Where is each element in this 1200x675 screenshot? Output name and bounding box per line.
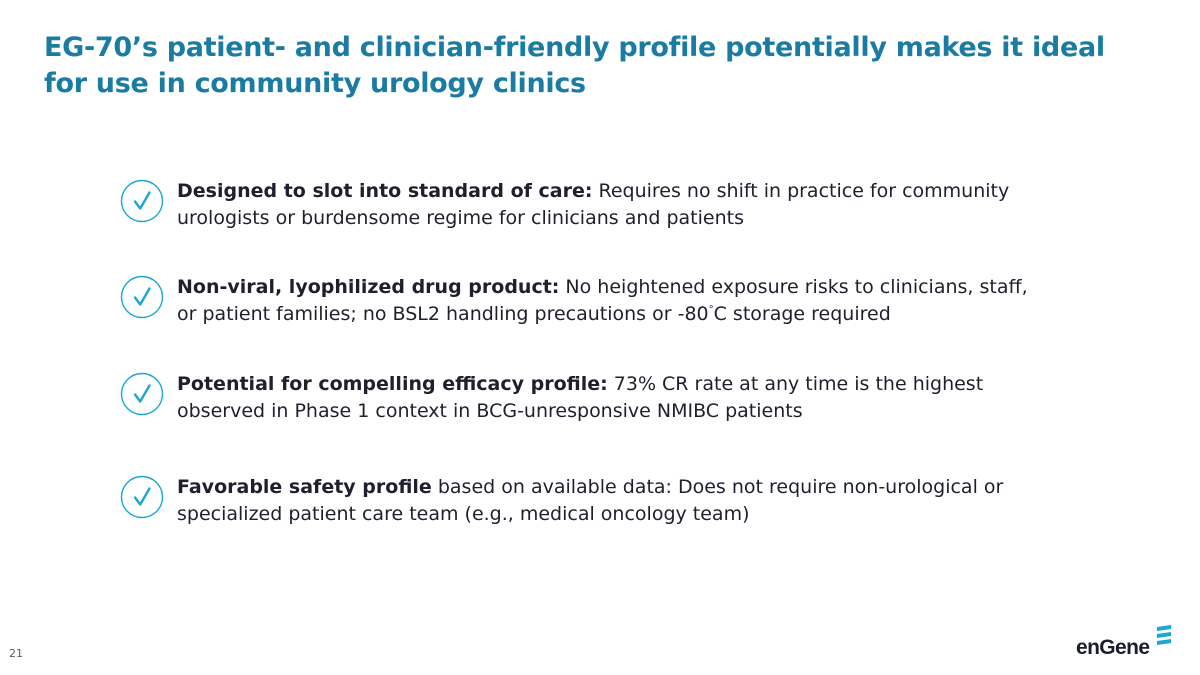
benefit-item-heading: Favorable safety profile <box>177 476 432 498</box>
benefit-item-text <box>177 178 1047 232</box>
checkmark-circle-icon <box>120 179 164 223</box>
benefit-item-safety-profile <box>120 474 1040 544</box>
checkmark-circle-icon <box>120 372 164 416</box>
page-number: 21 <box>9 647 23 660</box>
page-title: EG-70’s patient- and clinician-friendly profile potentially makes it ideal for use in community urology clinics <box>44 32 1105 99</box>
degree-symbol: ° <box>708 304 714 316</box>
benefit-item-description: Requires no shift in practice for community urologists or burdensome regime for clinicians and patients <box>177 180 1010 229</box>
benefit-item-text <box>177 474 1047 528</box>
benefit-item-heading: Designed to slot into standard of care: <box>177 180 593 202</box>
benefit-item-text <box>177 371 1047 425</box>
logo-wordmark: enGene <box>1076 636 1150 659</box>
benefit-item-description: No heightened exposure risks to clinicians, staff, or patient families; no BSL2 handling precautions or -80 <box>177 276 1028 325</box>
benefit-item-heading: Potential for compelling efficacy profile: <box>177 373 608 395</box>
benefit-item-description: based on available data: Does not require non-urological or specialized patient care team (e.g., medical oncology team) <box>177 476 1004 525</box>
engene-logo-mark-icon <box>1155 624 1173 654</box>
benefit-item-non-viral-drug-product <box>120 274 1040 344</box>
benefit-list <box>120 0 1120 675</box>
checkmark-circle-icon <box>120 275 164 319</box>
benefit-item-efficacy-profile <box>120 371 1040 441</box>
benefit-item-description: 73% CR rate at any time is the highest observed in Phase 1 context in BCG-unresponsive NMIBC patients <box>177 373 984 422</box>
benefit-item-heading: Non-viral, lyophilized drug product: <box>177 276 560 298</box>
benefit-item-standard-of-care <box>120 178 1040 248</box>
benefit-item-text <box>177 274 1047 328</box>
benefit-item-description-end: C storage required <box>713 303 891 325</box>
engene-logo <box>1076 624 1176 664</box>
checkmark-circle-icon <box>120 475 164 519</box>
